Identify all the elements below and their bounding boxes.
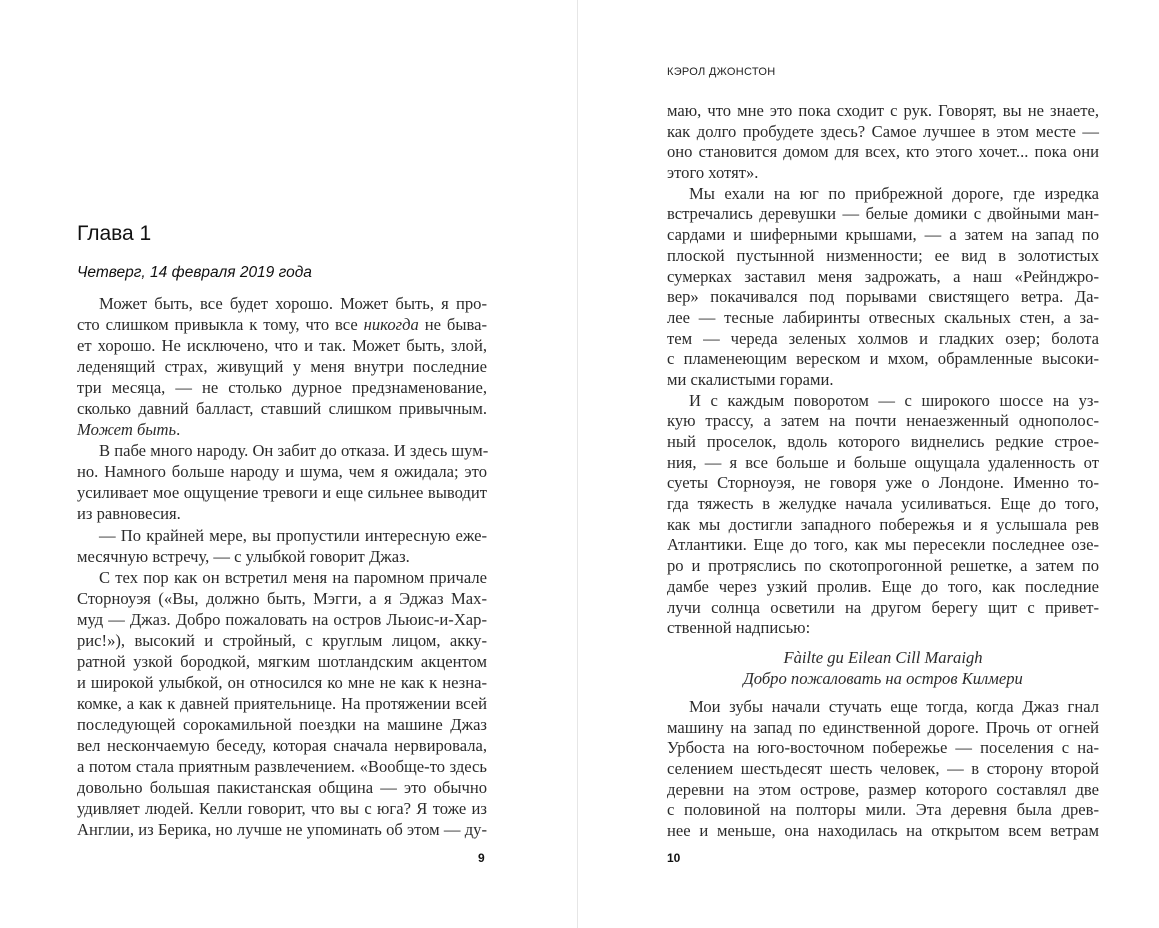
text-line: ный проселок, вдоль которого виднелись редкие строе- [667, 432, 1099, 451]
text-segment: сто слишком привыкла к тому, что все [77, 315, 364, 335]
chapter-date: Четверг, 14 февраля 2019 года [77, 264, 312, 281]
text-line: плоской пустынной низменности; ее вид в золотистых [667, 245, 1099, 265]
text-segment: . [176, 420, 181, 440]
text-line: этого хотят». [667, 163, 759, 183]
text-line [77, 314, 487, 335]
text-line: ет хорошо. Не исключено, что и так. Может быть, злой, [77, 336, 487, 356]
text-line: с пламенеющим вереском и мхом, обрамленные высоки- [667, 349, 1099, 369]
text-line: кую трассу, а затем на почти ненаезженный однополос- [667, 411, 1099, 431]
text-line: — По крайней мере, вы пропустили интересную еже- [99, 525, 487, 545]
epigraph-line: Fàilte gu Eilean Cill Maraigh [783, 647, 983, 667]
text-line: леденящий страх, живущий у меня внутри последние [77, 357, 487, 377]
text-line: как долго пробудете здесь? Самое лучшее в этом месте — [667, 121, 1099, 141]
paragraph [667, 697, 1099, 842]
right-page-body [667, 101, 1099, 842]
text-line: оно становится домом для всех, кто этого хочет... пока они [667, 142, 1099, 162]
text-line: как мы достигли западного побережья и я услышала рев [667, 514, 1099, 534]
text-line: Сторноуэя («Вы, должно быть, Мэгги, а я Эджаз Мах- [77, 588, 487, 608]
text-segment: не быва- [418, 315, 487, 335]
text-line: И с каждым поворотом — с широкого шоссе на уз- [689, 390, 1099, 410]
text-line: ратной узкой бородкой, мягким шотландским акцентом [77, 651, 487, 671]
text-line: Мы ехали на юг по прибрежной дороге, где изредка [689, 183, 1099, 203]
page-number-left: 9 [478, 851, 485, 865]
epigraph-line: Добро пожаловать на остров Килмери [743, 668, 1023, 688]
text-line: муд — Джаз. Добро пожаловать на остров Льюис-и-Хар- [77, 609, 487, 629]
text-line: Может быть, все будет хорошо. Может быть, я про- [99, 294, 487, 313]
text-line: три месяца, — не столько дурное предзнаменование, [77, 378, 487, 398]
emphasis-text: Может быть [77, 420, 177, 440]
text-line: из равновесия. [77, 504, 181, 524]
text-line: вел нескончаемую беседу, которая сначала нервировала, [77, 735, 487, 755]
paragraph [77, 525, 487, 567]
text-line: ро и протряслись по скотопрогонной решетке, а затем по [667, 556, 1099, 576]
text-line: маю, что мне это пока сходит с рук. Говорят, вы не знаете, [667, 101, 1099, 120]
paragraph [667, 184, 1099, 391]
text-line: селением шестьдесят шесть человек, — в сторону второй [667, 758, 1099, 778]
text-line [77, 419, 487, 440]
text-line: ственной надписью: [667, 618, 811, 638]
text-line: лучи солнца осветили на другом берегу щит с привет- [667, 597, 1099, 617]
text-line: машину на запад по единственной дороге. Прочь от огней [667, 717, 1099, 737]
text-line: а потом стала приятным развлечением. «Вообще-то здесь [77, 757, 487, 777]
paragraph [77, 293, 487, 440]
text-line: ми скалистыми горами. [667, 369, 834, 389]
text-line: вер» покачивался под порывами свистящего ветра. Да- [667, 287, 1099, 307]
text-line: комке, а как к давней приятельнице. На протяжении всей [77, 693, 487, 713]
running-head-author: КЭРОЛ ДЖОНСТОН [667, 66, 776, 78]
left-page-body [77, 293, 487, 840]
text-line: но. Намного больше народу и шума, чем я ожидала; это [77, 462, 487, 482]
paragraph [77, 440, 487, 524]
text-line: нее и меньше, она находилась на открытом всем ветрам [667, 821, 1099, 840]
paragraph [667, 101, 1099, 184]
text-line: В пабе много народу. Он забит до отказа. И здесь шум- [99, 441, 489, 461]
right-page [578, 0, 1159, 928]
left-page [0, 0, 577, 928]
paragraph [77, 567, 487, 841]
paragraph [667, 391, 1099, 639]
text-line: тем — череда зеленых холмов и гладких озер; болота [667, 328, 1099, 348]
text-line: лее — тесные лабиринты отвесных скальных стен, а за- [667, 307, 1099, 327]
text-line: Урбоста на юго-восточном побережье — поселения с на- [667, 738, 1099, 758]
text-line: месячную встречу, — с улыбкой говорит Джаз. [77, 546, 410, 566]
emphasis-text: никогда [363, 315, 419, 335]
text-line: усиливает мое ощущение тревоги и еще сильнее выводит [77, 483, 487, 503]
text-line: сколько давний балласт, ставший слишком привычным. [77, 399, 487, 419]
text-line: ния, — я все больше и больше ощущала удаленность от [667, 452, 1099, 472]
text-line: рис!»), высокий и стройный, с круглым лицом, акку- [77, 630, 487, 650]
text-line: суеты Сторноуэя, не говоря уже о Лондоне. Именно то- [667, 473, 1099, 493]
text-line: Атлантики. Еще до того, как мы пересекли последнее озе- [667, 535, 1099, 555]
text-line: удивляет людей. Келли говорит, что вы с юга? Я тоже из [77, 799, 487, 819]
text-line: последующей сорокамильной поездки на машине Джаз [77, 714, 487, 734]
text-line: дамбе через узкий пролив. Еще до того, как последние [667, 576, 1099, 596]
text-line: встречались деревушки — белые домики с двойными ман- [667, 204, 1099, 224]
text-line: сардами и шиферными крышами, — а затем на запад по [667, 225, 1099, 245]
epigraph [667, 647, 1099, 689]
text-line: довольно большая пакистанская община — это обычно [77, 778, 487, 798]
text-line: деревни на этом острове, размер которого составлял две [667, 779, 1099, 799]
text-line: гда тяжесть в желудке начала усиливаться. Еще до того, [667, 494, 1099, 514]
text-line: Мои зубы начали стучать еще тогда, когда Джаз гнал [689, 696, 1099, 716]
text-line: С тех пор как он встретил меня на паромном причале [99, 567, 487, 587]
page-number-right: 10 [667, 851, 681, 865]
text-line: с половиной на полторы мили. Эта деревня была древ- [667, 800, 1099, 820]
text-line: и широкой улыбкой, он относился ко мне не как к незна- [77, 672, 487, 692]
text-line: сумерках заставил меня задрожать, а наш «Рейнджро- [667, 266, 1099, 286]
text-line: Англии, из Берика, но лучше не упоминать об этом — ду- [77, 820, 487, 840]
chapter-title: Глава 1 [77, 222, 152, 245]
